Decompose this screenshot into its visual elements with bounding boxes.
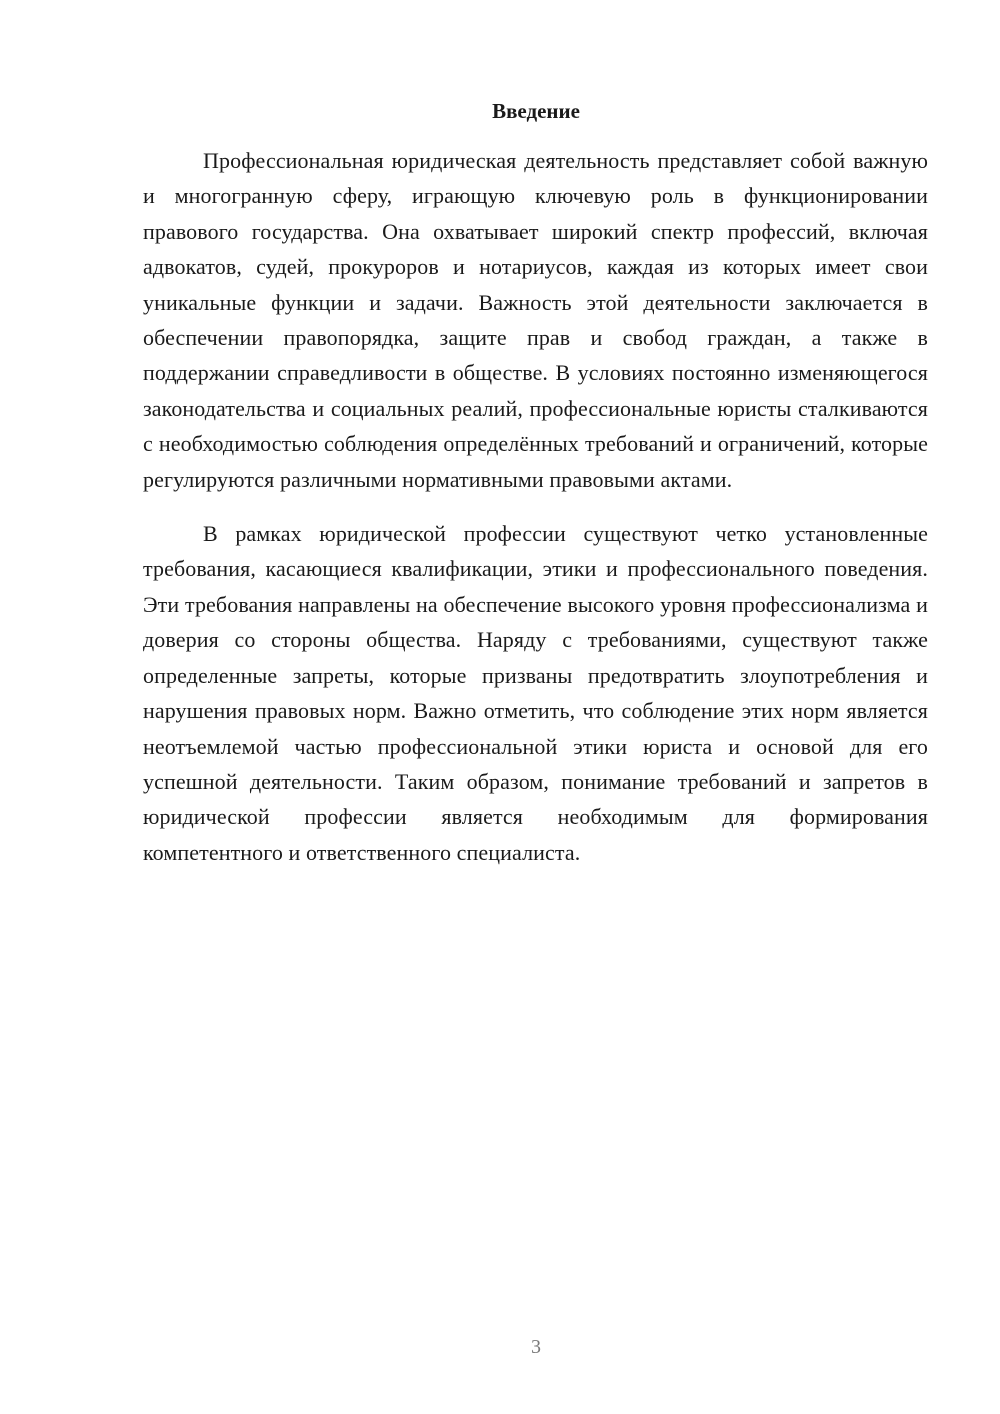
- paragraph-2: В рамках юридической профессии существуют четко установленные требования, касающиеся квалификации, этики и профессионального поведения. Эти требования направлены на обеспечение высокого уровня профессионализма и доверия со стороны общества. Наряду с требованиями, существуют также определенные запреты, которые призваны предотвратить злоупотребления и нарушения правовых норм. Важно отметить, что соблюдение этих норм является неотъемлемой частью профессиональной этики юриста и основой для его успешной деятельности. Таким образом, понимание требований и запретов в юридической профессии является необходимым для формирования компетентного и ответственного специалиста.: [143, 521, 928, 865]
- section-heading: Введение: [492, 99, 580, 123]
- paragraph-1: Профессиональная юридическая деятельность представляет собой важную и многогранную сферу, играющую ключевую роль в функционировании правового государства. Она охватывает широкий спектр профессий, включая адвокатов, судей, прокуроров и нотариусов, каждая из которых имеет свои уникальные функции и задачи. Важность этой деятельности заключается в обеспечении правопорядка, защите прав и свобод граждан, а также в поддержании справедливости в обществе. В условиях постоянно изменяющегося законодательства и социальных реалий, профессиональные юристы сталкиваются с необходимостью соблюдения определённых требований и ограничений, которые регулируются различными нормативными правовыми актами.: [143, 148, 928, 492]
- page-number: 3: [531, 1336, 541, 1358]
- body-text: [143, 143, 928, 870]
